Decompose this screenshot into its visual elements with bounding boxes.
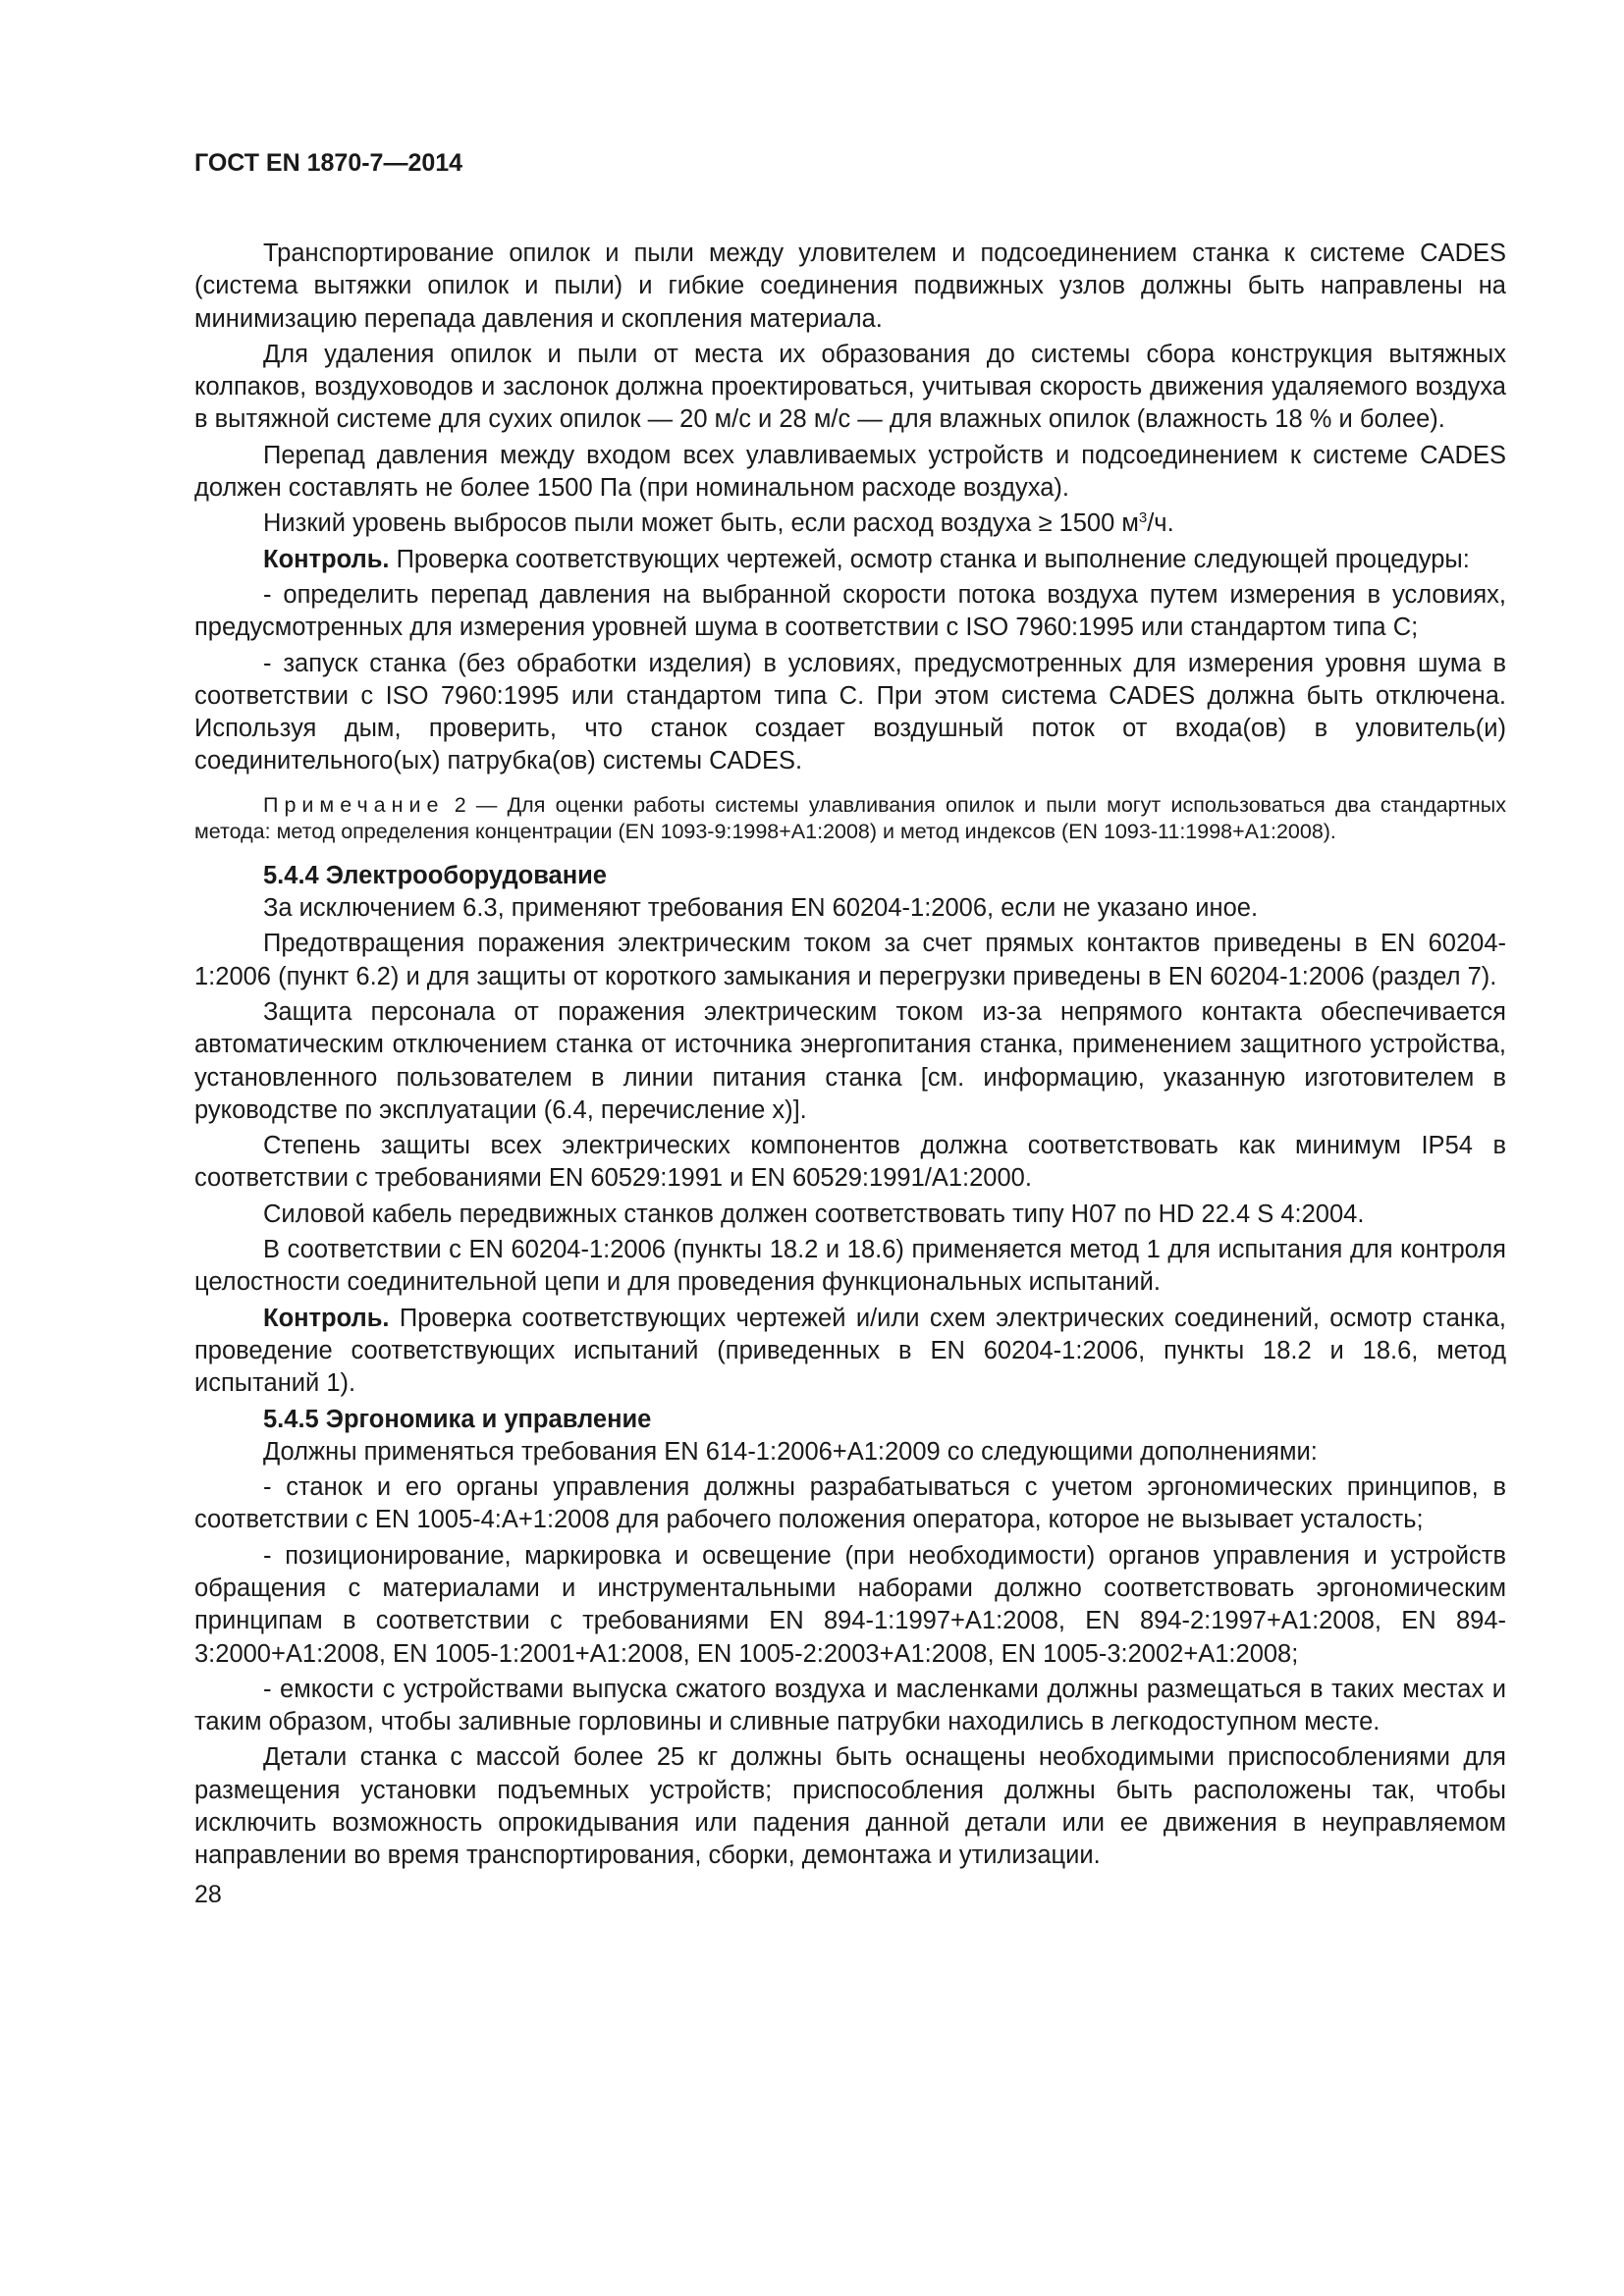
note-text: — Для оценки работы системы улавливания опилок и пыли могут использоваться два стандартных метода: метод определения концентрации (EN 1093-9:1998+A1:2008) и метод индексов (EN 1093-11:1998+A1:2008). [194,792,1506,844]
paragraph-removal: Для удаления опилок и пыли от места их образования до системы сбора конструкция вытяжных колпаков, воздуховодов и заслонок должна проектироваться, учитывая скорость движения удаляемого воздуха в вытяжной системе для сухих опилок — 20 м/с и 28 м/с — для влажных опилок (влажность 18 % и более). [194,340,1506,434]
paragraph: Детали станка с массой более 25 кг должны быть оснащены необходимыми приспособлениями для размещения установки подъемных устройств; приспособления должны быть расположены так, чтобы исключить возможность опрокидывания или падения данной детали или ее движения в неуправляемом направлении во время транспортирования, сборки, демонтажа и утилизации. [194,1743,1506,1870]
paragraph: Защита персонала от поражения электрическим током из-за непрямого контакта обеспечивается автоматическим отключением станка от источника энергопитания станка, применением защитного устройства, установленного пользователем в линии питания станка [см. информацию, указанную изготовителем в руководстве по эксплуатации (6.4, перечисление x)]. [194,997,1506,1124]
paragraph-pressure: Перепад давления между входом всех улавливаемых устройств и подсоединением к системе CADES должен составлять не более 1500 Па (при номинальном расходе воздуха). [194,441,1506,503]
paragraph-transport: Транспортирование опилок и пыли между уловителем и подсоединением станка к системе CADES (система вытяжки опилок и пыли) и гибкие соединения подвижных узлов должны быть направлены на минимизацию перепада давления и скопления материала. [194,240,1506,333]
note-number: 2 [454,792,466,817]
emission-superscript: 3 [1138,509,1148,527]
section-title-5-4-5: 5.4.5 Эргономика и управление [263,1405,652,1433]
paragraph-emission [194,507,1506,540]
list-item: - позиционирование, маркировка и освещение (при необходимости) органов управления и устройств обращения с материалами и инструментальными наборами должно соответствовать эргономическим принципам в соответствии с требованиями EN 894-1:1997+A1:2008, EN 894-2:1997+A1:2008, EN 894-3:2000+A1:2008, EN 1005-1:2001+A1:2008, EN 1005-2:2003+A1:2008, EN 1005-3:2002+A1:2008; [194,1541,1506,1668]
list-item: - емкости с устройствами выпуска сжатого воздуха и масленками должны размещаться в таких местах и таким образом, чтобы заливные горловины и сливные патрубки находились в легкодоступном месте. [194,1675,1506,1736]
paragraph: Степень защиты всех электрических компонентов должна соответствовать как минимум IP54 в соответствии с требованиями EN 60529:1991 и EN 60529:1991/A1:2000. [194,1132,1506,1193]
page-number: 28 [194,1880,222,1908]
document-page [194,147,1506,1910]
paragraph: Силовой кабель передвижных станков должен соответствовать типу H07 по HD 22.4 S 4:2004. [263,1200,1365,1228]
paragraph: В соответствии с EN 60204-1:2006 (пункты 18.2 и 18.6) применяется метод 1 для испытания для контроля целостности соединительной цепи и для проведения функциональных испытаний. [194,1236,1506,1297]
note-2 [194,792,1506,846]
paragraph-control-1 [194,544,1506,576]
list-item: - запуск станка (без обработки изделия) в условиях, предусмотренных для измерения уровня шума в соответствии с ISO 7960:1995 или стандартом типа С. При этом система CADES должна быть отключена. Используя дым, проверить, что станок создает воздушный поток от входа(ов) в уловитель(и) соединительного(ых) патрубка(ов) системы CADES. [194,649,1506,775]
control-text: Проверка соответствующих чертежей и/или схем электрических соединений, осмотр станка, проведение соответствующих испытаний (приведенных в EN 60204-1:2006, пункты 18.2 и 18.6, метод испытаний 1). [194,1304,1506,1398]
control-text: Проверка соответствующих чертежей, осмотр станка и выполнение следующей процедуры: [389,545,1470,573]
control-label: Контроль. [263,1304,390,1332]
list-item: - станок и его органы управления должны разрабатываться с учетом эргономических принципов, в соответствии с EN 1005-4:A+1:2008 для рабочего положения оператора, которое не вызывает усталость; [194,1473,1506,1534]
control-label: Контроль. [263,545,390,573]
paragraph: За исключением 6.3, применяют требования EN 60204-1:2006, если не указано иное. [263,894,1259,923]
document-header: ГОСТ EN 1870-7—2014 [194,149,463,177]
paragraph-control-2 [194,1303,1506,1401]
list-item: - определить перепад давления на выбранной скорости потока воздуха путем измерения в условиях, предусмотренных для измерения уровней шума в соответствии с ISO 7960:1995 или стандартом типа С; [194,580,1506,642]
note-label: Примечание [263,792,445,817]
paragraph: Должны применяться требования EN 614-1:2006+A1:2009 со следующими дополнениями: [263,1437,1318,1466]
section-title-5-4-4: 5.4.4 Электрооборудование [263,861,607,889]
emission-tail: /ч. [1147,509,1174,538]
paragraph: Предотвращения поражения электрическим током за счет прямых контактов приведены в EN 60204-1:2006 (пункт 6.2) и для защиты от короткого замыкания и перегрузки приведены в EN 60204-1:2006 (раздел 7). [194,930,1506,990]
emission-text: Низкий уровень выбросов пыли может быть, если расход воздуха ≥ 1500 м [263,509,1139,538]
